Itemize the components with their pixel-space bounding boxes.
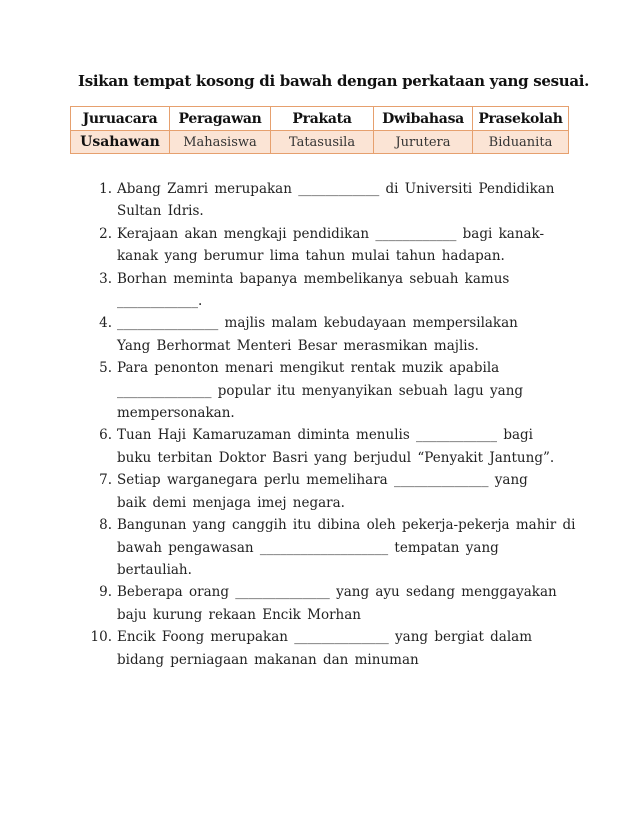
word-bank-cell: Tatasusila bbox=[271, 131, 374, 154]
question-item bbox=[76, 312, 576, 357]
question-item bbox=[76, 268, 576, 313]
question-number: 4. bbox=[99, 315, 112, 332]
word-bank-cell: Prakata bbox=[271, 107, 374, 131]
question-number: 9. bbox=[99, 584, 112, 601]
question-number: 5. bbox=[99, 360, 112, 377]
word-bank-cell: Mahasiswa bbox=[170, 131, 271, 154]
question-item bbox=[76, 223, 576, 268]
question-item bbox=[76, 514, 576, 581]
word-bank-cell: Peragawan bbox=[170, 107, 271, 131]
question-list bbox=[76, 178, 576, 671]
question-number: 10. bbox=[90, 629, 112, 646]
question-text: Bangunan yang canggih itu dibina oleh pekerja-pekerja mahir di bawah pengawasan ___________________ tempatan yang bertauliah. bbox=[117, 517, 576, 578]
question-number: 2. bbox=[99, 225, 112, 242]
question-text: Para penonton menari mengikut rentak muzik apabila ______________ popular itu menyanyikan sebuah lagu yang mempersonakan. bbox=[117, 360, 524, 422]
question-text: Tuan Haji Kamaruzaman diminta menulis ____________ bagi buku terbitan Doktor Basri yang berjudul “Penyakit Jantung”. bbox=[117, 427, 555, 466]
question-text: Abang Zamri merupakan ____________ di Universiti Pendidikan Sultan Idris. bbox=[117, 181, 555, 220]
question-number: 8. bbox=[99, 517, 112, 534]
question-text: Kerajaan akan mengkaji pendidikan ____________ bagi kanak- kanak yang berumur lima tahun mulai tahun hadapan. bbox=[117, 225, 545, 265]
instruction-heading: Isikan tempat kosong di bawah dengan perkataan yang sesuai. bbox=[78, 72, 590, 90]
word-bank-row-2 bbox=[71, 131, 569, 154]
word-bank-table bbox=[70, 106, 569, 154]
question-text: Borhan meminta bapanya membelikanya sebuah kamus ____________. bbox=[117, 270, 510, 310]
question-text: Encik Foong merupakan ______________ yang bergiat dalam bidang perniagaan makanan dan minuman bbox=[117, 629, 533, 668]
word-bank-cell: Usahawan bbox=[71, 131, 170, 154]
question-text: Beberapa orang ______________ yang ayu sedang menggayakan baju kurung rekaan Encik Morhan bbox=[117, 584, 557, 623]
word-bank-cell: Juruacara bbox=[71, 107, 170, 131]
question-number: 3. bbox=[99, 270, 112, 287]
word-bank-row-1 bbox=[71, 107, 569, 131]
question-number: 1. bbox=[99, 181, 112, 197]
question-number: 6. bbox=[99, 427, 112, 444]
word-bank-cell: Prasekolah bbox=[473, 107, 569, 131]
word-bank-cell: Jurutera bbox=[374, 131, 473, 154]
question-text: Setiap warganegara perlu memelihara ______________ yang baik demi menjaga imej negara. bbox=[117, 472, 528, 511]
question-item bbox=[76, 581, 576, 626]
question-item bbox=[76, 469, 576, 514]
question-item bbox=[76, 424, 576, 469]
word-bank-cell: Biduanita bbox=[473, 131, 569, 154]
question-text: _______________ majlis malam kebudayaan mempersilakan Yang Berhormat Menteri Besar merasmikan majlis. bbox=[117, 315, 518, 354]
question-item bbox=[76, 626, 576, 671]
word-bank-cell: Dwibahasa bbox=[374, 107, 473, 131]
question-number: 7. bbox=[99, 472, 112, 489]
question-item bbox=[76, 178, 576, 223]
question-item bbox=[76, 357, 576, 424]
